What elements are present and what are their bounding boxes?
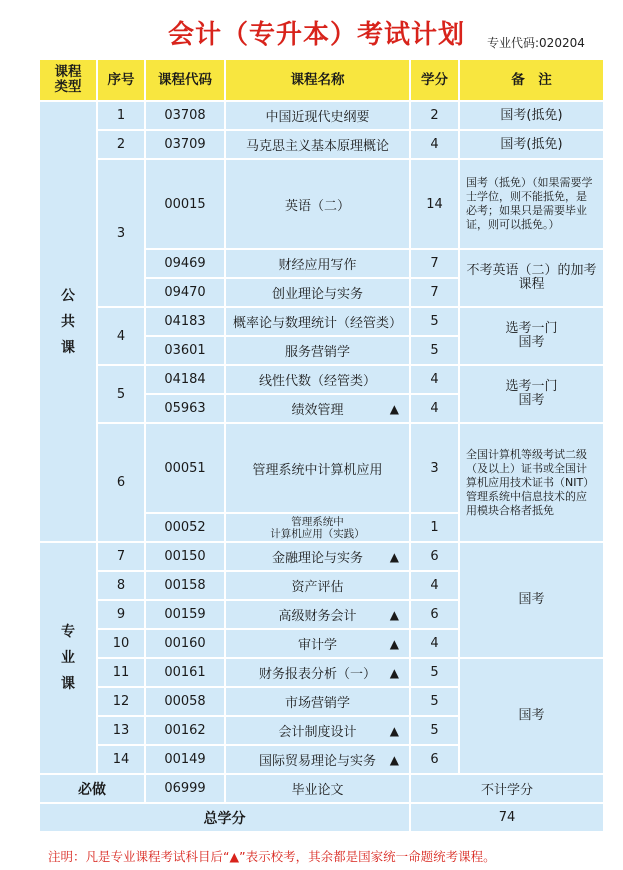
course-name-cell: [225, 745, 410, 774]
course-name-cell: [225, 658, 410, 687]
course-name-cell: [225, 600, 410, 629]
course-name-cell: [225, 629, 410, 658]
credit-cell: 6: [410, 542, 459, 571]
seq-no-cell: 9: [97, 600, 145, 629]
course-name-cell: [225, 336, 410, 365]
course-code-cell: 06999: [145, 774, 225, 803]
total-value: 74: [410, 803, 604, 832]
credit-cell: 7: [410, 278, 459, 307]
course-code-cell: 03708: [145, 101, 225, 130]
course-code-cell: 09470: [145, 278, 225, 307]
credit-cell: 4: [410, 130, 459, 159]
triangle-mark-icon: ▲: [389, 665, 399, 680]
course-name-text: 绩效管理: [291, 403, 344, 418]
course-name-text: 资产评估: [291, 580, 344, 595]
triangle-mark-icon: ▲: [389, 723, 399, 738]
remark-cell: 国考（抵免）（如果需要学士学位，则不能抵免，是必考；如果只是需要毕业证，则可以抵免。）: [459, 159, 604, 249]
credit-cell: 1: [410, 513, 459, 542]
triangle-mark-icon: ▲: [389, 636, 399, 651]
credit-cell: 5: [410, 336, 459, 365]
header-code: 课程代码: [145, 59, 225, 101]
triangle-mark-icon: ▲: [389, 607, 399, 622]
course-type-cell: [39, 101, 97, 542]
course-code-cell: 03709: [145, 130, 225, 159]
remark-cell: 不考英语（二）的加考课程: [459, 249, 604, 307]
course-name-cell: [225, 249, 410, 278]
seq-no-cell: 10: [97, 629, 145, 658]
course-name-text: 市场营销学: [284, 696, 350, 711]
course-code-cell: 04183: [145, 307, 225, 336]
course-name-text: 中国近现代史纲要: [265, 110, 370, 125]
course-code-cell: 04184: [145, 365, 225, 394]
course-name-cell: [225, 542, 410, 571]
course-type-cell: [39, 542, 97, 774]
exam-plan-table: [38, 58, 605, 833]
table-row: [39, 542, 604, 571]
major-code: 专业代码:020204: [487, 36, 585, 50]
course-name-text: 审计学: [297, 638, 337, 653]
credit-cell: 5: [410, 307, 459, 336]
course-name-text: 金融理论与实务: [271, 551, 363, 566]
seq-no-cell: 6: [97, 423, 145, 542]
table-row: [39, 365, 604, 394]
course-code-cell: 00015: [145, 159, 225, 249]
credit-cell: 4: [410, 571, 459, 600]
course-code-cell: 00162: [145, 716, 225, 745]
credit-cell: 5: [410, 716, 459, 745]
header-type: 课程 类型: [39, 59, 97, 101]
course-name-text: 会计制度设计: [278, 725, 357, 740]
table-row: [39, 130, 604, 159]
course-name-text: 线性代数（经管类）: [258, 374, 376, 389]
credit-cell: 7: [410, 249, 459, 278]
course-code-cell: 00150: [145, 542, 225, 571]
credit-cell: 3: [410, 423, 459, 513]
table-row: [39, 307, 604, 336]
table-row: [39, 101, 604, 130]
seq-no-cell: 13: [97, 716, 145, 745]
course-name-text: 马克思主义基本原理概论: [245, 139, 389, 154]
credit-cell: 2: [410, 101, 459, 130]
triangle-mark-icon: ▲: [389, 401, 399, 416]
course-code-cell: 00149: [145, 745, 225, 774]
required-label: 必做: [39, 774, 145, 803]
header-credit: 学分: [410, 59, 459, 101]
seq-no-cell: 1: [97, 101, 145, 130]
remark-cell: 国考(抵免): [459, 101, 604, 130]
remark-cell: 国考: [459, 542, 604, 658]
course-name-cell: [225, 716, 410, 745]
thesis-row: [39, 774, 604, 803]
total-row: [39, 803, 604, 832]
seq-no-cell: 2: [97, 130, 145, 159]
seq-no-cell: 7: [97, 542, 145, 571]
seq-no-cell: 5: [97, 365, 145, 423]
remark-cell: 国考(抵免): [459, 130, 604, 159]
seq-no-cell: 3: [97, 159, 145, 307]
seq-no-cell: 4: [97, 307, 145, 365]
course-name-cell: [225, 571, 410, 600]
course-name-cell: [225, 365, 410, 394]
seq-no-cell: 8: [97, 571, 145, 600]
course-code-cell: 00161: [145, 658, 225, 687]
course-name-text: 高级财务会计: [278, 609, 357, 624]
page-title: 会计（专升本）考试计划: [168, 20, 466, 50]
remark-cell: 选考一门 国考: [459, 365, 604, 423]
course-name-cell: [225, 687, 410, 716]
course-name-cell: [225, 394, 410, 423]
table-row: [39, 658, 604, 687]
footnote: 注明：凡是专业课程考试科目后“▲”表示校考，其余都是国家统一命题统考课程。: [48, 849, 496, 864]
remark-cell: 全国计算机等级考试二级（及以上）证书或全国计算机应用技术证书（NIT）管理系统中信息技术的应用模块合格者抵免: [459, 423, 604, 542]
total-label: 总学分: [39, 803, 410, 832]
course-name-cell: [225, 159, 410, 249]
course-code-cell: 05963: [145, 394, 225, 423]
course-name-cell: [225, 513, 410, 542]
course-name-text: 管理系统中计算机应用: [252, 462, 383, 478]
seq-no-cell: 11: [97, 658, 145, 687]
course-name-text: 服务营销学: [284, 345, 350, 360]
header-row: [39, 59, 604, 101]
course-code-cell: 09469: [145, 249, 225, 278]
course-name-text: 国际贸易理论与实务: [258, 754, 376, 769]
triangle-mark-icon: ▲: [389, 752, 399, 767]
seq-no-cell: 14: [97, 745, 145, 774]
credit-cell: 14: [410, 159, 459, 249]
table-row: [39, 159, 604, 249]
triangle-mark-icon: ▲: [389, 549, 399, 564]
course-type-label: 公 共 课: [61, 287, 75, 356]
seq-no-cell: 12: [97, 687, 145, 716]
table-row: [39, 423, 604, 513]
course-name-text: 财经应用写作: [278, 258, 357, 273]
course-name-text: 管理系统中 计算机应用（实践）: [270, 515, 365, 540]
credit-cell: 6: [410, 745, 459, 774]
course-code-cell: 00158: [145, 571, 225, 600]
header-no: 序号: [97, 59, 145, 101]
course-type-label: 专 业 课: [61, 624, 75, 692]
course-name-text: 英语（二）: [284, 198, 350, 214]
course-name-cell: [225, 101, 410, 130]
course-name-cell: [225, 278, 410, 307]
course-name-cell: [225, 423, 410, 513]
course-code-cell: 00058: [145, 687, 225, 716]
credit-cell: 4: [410, 365, 459, 394]
course-code-cell: 00052: [145, 513, 225, 542]
course-name-cell: 毕业论文: [225, 774, 410, 803]
header-name: 课程名称: [225, 59, 410, 101]
course-name-cell: [225, 130, 410, 159]
course-name-text: 财务报表分析（一）: [258, 667, 376, 682]
credit-cell: 5: [410, 687, 459, 716]
course-code-cell: 00051: [145, 423, 225, 513]
course-name-text: 概率论与数理统计（经管类）: [232, 316, 402, 331]
remark-cell: 不计学分: [410, 774, 604, 803]
remark-cell: 选考一门 国考: [459, 307, 604, 365]
credit-cell: 4: [410, 629, 459, 658]
course-code-cell: 00159: [145, 600, 225, 629]
course-code-cell: 00160: [145, 629, 225, 658]
course-name-cell: [225, 307, 410, 336]
credit-cell: 6: [410, 600, 459, 629]
header-remark: 备 注: [459, 59, 604, 101]
course-code-cell: 03601: [145, 336, 225, 365]
credit-cell: 5: [410, 658, 459, 687]
course-name-text: 创业理论与实务: [271, 287, 363, 302]
credit-cell: 4: [410, 394, 459, 423]
remark-cell: 国考: [459, 658, 604, 774]
